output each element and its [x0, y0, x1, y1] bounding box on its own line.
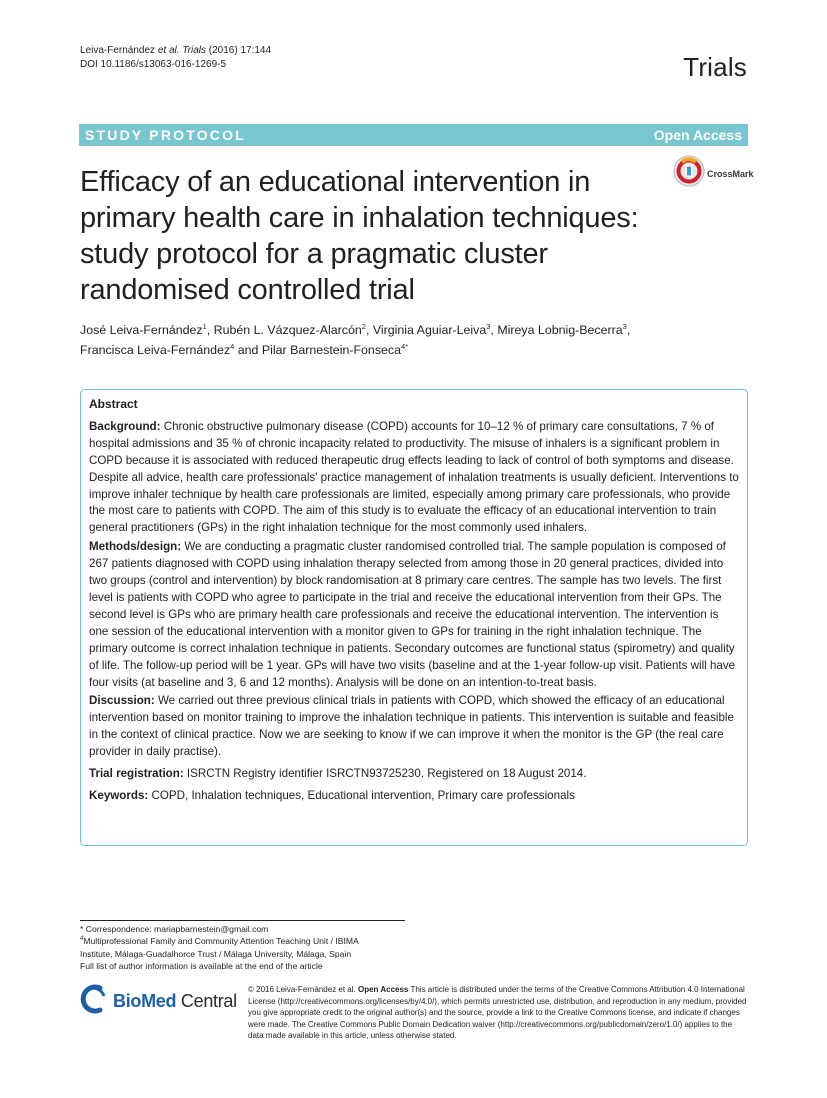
affiliation: $^4$Multiprofessional Family and Community Attention Teaching Unit / IBIMA	[80, 936, 359, 947]
abstract-methods: Methods/design: We are conducting a pragmatic cluster randomised controlled trial. The sample population is composed of 267 patients diagnosed with COPD using inhalation therapy selected from among those in 20 general practices, divided into two groups (control and intervention) by block randomisation at 8 primary care centres. The sample has two levels. The first level is patients with COPD who agree to participate in the trial and receive the educational intervention from their GPs. The second level is GPs who are primary health care professionals and receive the educational intervention. The intervention is one session of the educational intervention with a monitor given to GPs for training in the right inhalation technique. The primary outcome is correct inhalation technique in patients. Secondary outcomes are functional status (spirometry) and quality of life. The follow-up period will be 1 year. GPs will have two visits (baseline and at the 1-year follow-up visit. Patients will have four visits (at baseline and 3, 6 and 12 months). Analysis will be done on an intention-to-treat basis.	[89, 540, 736, 689]
publisher-logo[interactable]	[79, 984, 237, 1019]
author[interactable]: Virginia Aguiar-Leiva$^3$	[372, 321, 491, 337]
author[interactable]: José Leiva-Fernández$^1$	[80, 321, 207, 337]
article-title: Efficacy of an educational intervention in primary health care in inhalation techniques: study protocol for a pragmatic cluster randomised controlled trial	[80, 166, 639, 306]
biomed-central-logo-icon	[79, 984, 109, 1019]
citation-authors: Leiva-Fernández	[80, 45, 158, 56]
abstract-trial-registration: Trial registration: ISRCTN Registry identifier ISRCTN93725230. Registered on 18 August 2014.	[89, 767, 587, 781]
abstract-background: Background: Chronic obstructive pulmonary disease (COPD) accounts for 10–12 % of primary care consultations, 7 % of hospital admissions and 35 % of chronic incapacity related to productivity. The misuse of inhalers is a significant problem in COPD because it is associated with reduced therapeutic drug effects leading to lack of control of both symptoms and disease. Despite all advice, health care professionals' practice management of inhalation treatments is usually deficient. Interventions to improve inhaler technique by health care professionals are limited, especially among primary care professionals, who provide the most care to patients with COPD. The aim of this study is to evaluate the efficacy of an educational intervention to train general practitioners (GPs) in the right inhalation technique for the most commonly used inhalers.	[89, 419, 739, 535]
abstract-box	[80, 389, 748, 846]
citation-etal: et al.	[157, 45, 180, 56]
crossmark-label: CrossMark	[707, 168, 754, 179]
footnotes	[80, 923, 359, 973]
journal-name: Trials	[683, 52, 747, 82]
citation-volume: (2016) 17:144	[206, 45, 272, 56]
footnote-divider	[80, 920, 405, 921]
citation-line	[80, 44, 271, 58]
abstract-discussion: Discussion: We carried out three previous clinical trials in patients with COPD, which showed the efficacy of an educational intervention based on monitor training to improve the inhalation technique in patients. This intervention is suitable and feasible in the context of clinical practice. Now we are seeking to know if we can improve it when the monitor is the GP (the real care provider in daily practise).	[89, 694, 734, 759]
author-info-note: Full list of author information is available at the end of the article	[80, 961, 323, 972]
author[interactable]: Francisca Leiva-Fernández$^4$	[80, 341, 235, 357]
publisher-name: BioMed Central	[113, 991, 237, 1011]
abstract-heading: Abstract	[89, 397, 138, 411]
author[interactable]: Mireya Lobnig-Becerra$^3$	[497, 321, 627, 337]
article-type-label: STUDY PROTOCOL	[85, 127, 246, 143]
doi[interactable]: DOI 10.1186/s13063-016-1269-5	[80, 58, 227, 70]
affiliation-cont: Institute, Málaga-Guadalhorce Trust / Málaga University, Málaga, Spain	[80, 948, 352, 959]
abstract-keywords: Keywords: COPD, Inhalation techniques, Educational intervention, Primary care professionals	[89, 788, 575, 802]
article-type-banner	[79, 124, 748, 146]
crossmark-badge[interactable]	[673, 155, 754, 192]
citation-journal: Trials	[182, 45, 206, 56]
open-access-label: Open Access	[653, 127, 742, 143]
license-statement: © 2016 Leiva-Fernández et al. Open Access This article is distributed under the terms of the Creative Commons Attribution 4.0 International License (http://creativecommons.org/licenses/by/4.0/), which permits unrestricted use, distribution, and reproduction in any medium, provided you give appropriate credit to the original author(s) and the source, provide a link to the Creative Commons license, and indicate if changes were made. The Creative Commons Public Domain Dedication waiver (http://creativecommons.org/publicdomain/zero/1.0/) applies to the data made available in this article, unless otherwise stated.	[248, 985, 747, 1041]
author[interactable]: Pilar Barnestein-Fonseca$^{4*}$	[261, 341, 409, 357]
author[interactable]: Rubén L. Vázquez-Alarcón$^2$	[213, 321, 366, 337]
author-list: José Leiva-Fernández$^1$, Rubén L. Vázquez-Alarcón$^2$, Virginia Aguiar-Leiva$^3$, Mireya Lobnig-Becerra$^3$, Francisca Leiva-Fernández$^4$ and Pilar Barnestein-Fonseca$^{4*}$	[80, 321, 631, 357]
citation	[80, 44, 271, 71]
correspondence[interactable]: * Correspondence: mariapbarnestein@gmail.com	[80, 924, 269, 934]
crossmark-icon	[673, 155, 705, 192]
